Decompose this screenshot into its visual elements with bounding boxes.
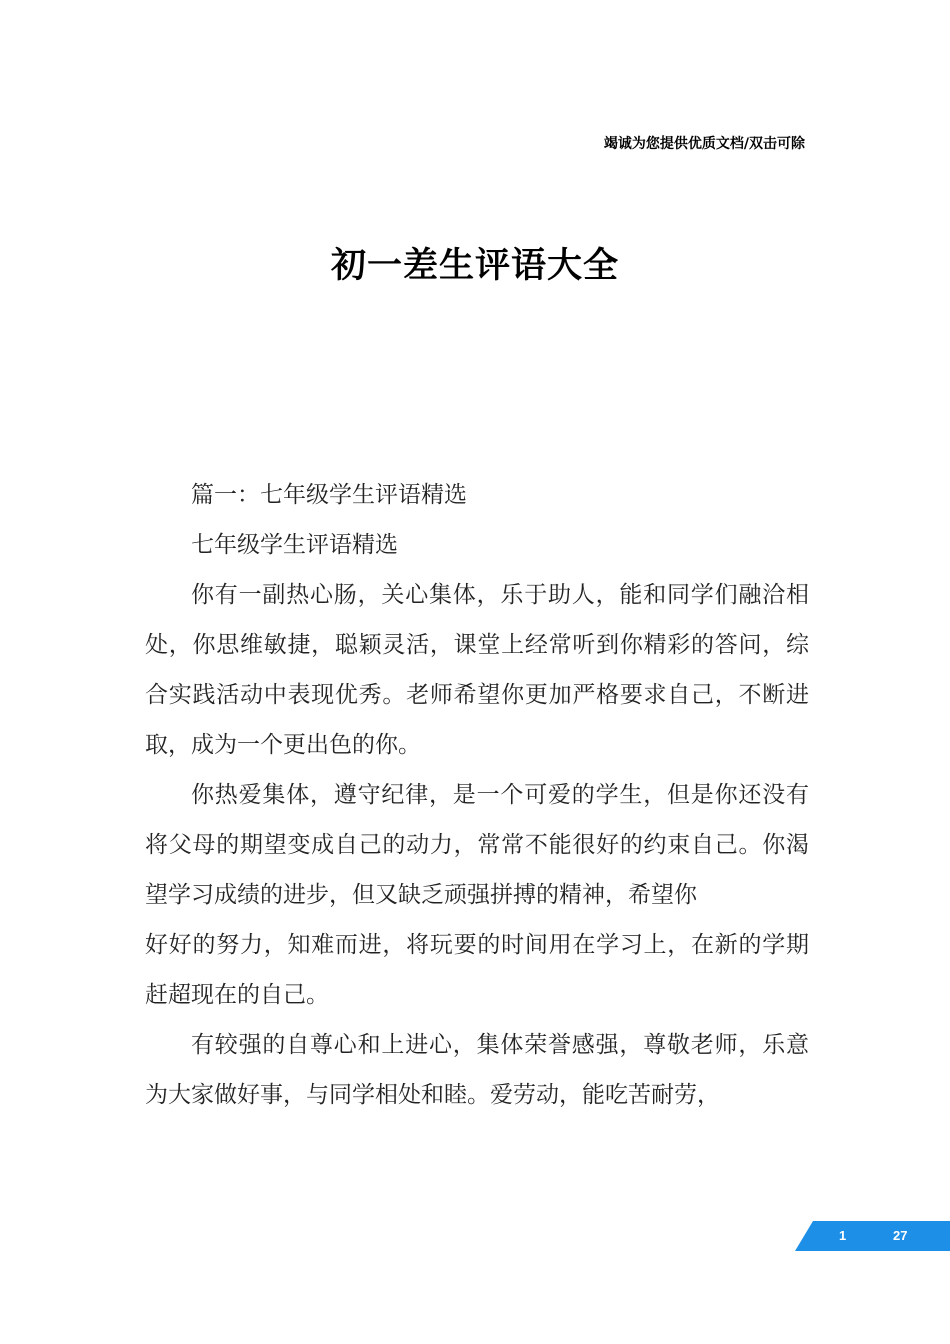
- paragraph: 好好的努力，知难而进，将玩要的时间用在学习上，在新的学期赶超现在的自己。: [145, 932, 809, 1008]
- paragraph: 你热爱集体，遵守纪律，是一个可爱的学生，但是你还没有将父母的期望变成自己的动力，常常不能很好的约束自己。你渴望学习成绩的进步，但又缺乏顽强拼搏的精神，希望你: [145, 782, 809, 908]
- paragraph: 七年级学生评语精选: [191, 532, 398, 558]
- document-title: 初一差生评语大全: [330, 246, 619, 286]
- page-number: 1: [839, 1228, 847, 1243]
- paragraph: 篇一：七年级学生评语精选: [191, 482, 467, 508]
- paragraph: 你有一副热心肠，关心集体，乐于助人，能和同学们融洽相处，你思维敏捷，聪颖灵活，课堂上经常听到你精彩的答问，综合实践活动中表现优秀。老师希望你更加严格要求自己，不断进取，成为一个更出色的你。: [145, 582, 809, 758]
- page-total: 27: [893, 1228, 908, 1243]
- page-footer: [795, 1221, 950, 1251]
- header-note: 竭诚为您提供优质文档/双击可除: [603, 136, 805, 152]
- paragraph: 有较强的自尊心和上进心，集体荣誉感强，尊敬老师，乐意为大家做好事，与同学相处和睦。爱劳动，能吃苦耐劳，: [145, 1032, 809, 1108]
- footer-bar-shape: [795, 1221, 950, 1251]
- document-body: [145, 470, 809, 1120]
